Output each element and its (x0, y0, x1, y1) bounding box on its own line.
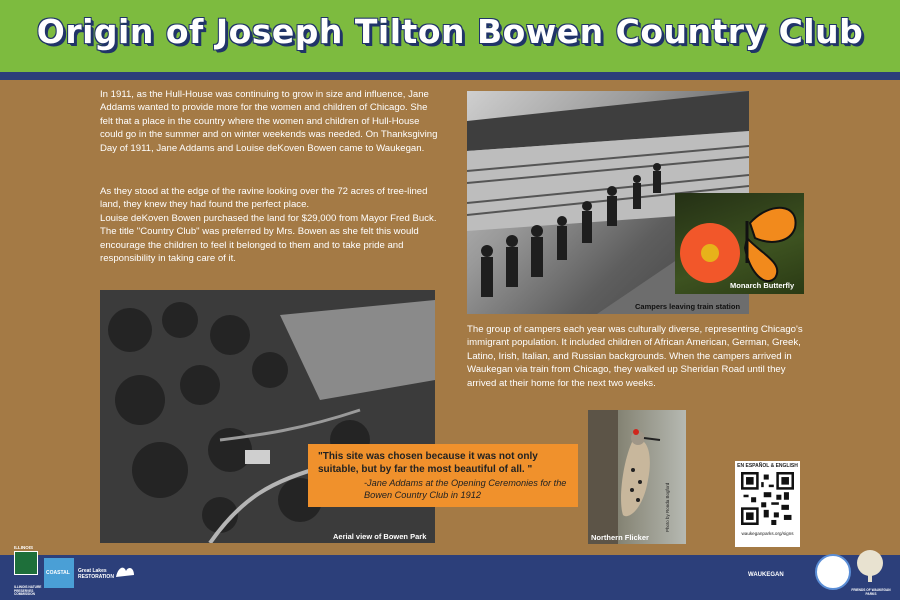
coastal-logo (44, 558, 74, 588)
friends-label: FRIENDS OF WAUKEGAN PARKS (851, 588, 891, 596)
intro-paragraph: In 1911, as the Hull-House was continuing to grow in size and influence, Jane Addams wanted to provide more for the women and children of Chicago. She felt that a place in the country where the women and children of Hull-House could go in the summer and on winter weekends was needed. On Thanksgiving Day of 1911, Jane Addams and Louise deKoven Bowen came to Waukegan. (100, 89, 438, 154)
great-lakes-label: Great Lakes RESTORATION (78, 568, 114, 580)
header-divider (0, 72, 900, 80)
park-district-seal-icon (815, 554, 851, 590)
page-title: Origin of Joseph Tilton Bowen Country Club (36, 12, 864, 51)
coastal-label: COASTAL (46, 570, 70, 576)
flicker-caption: Northern Flicker (591, 533, 649, 542)
campers-paragraph: The group of campers each year was culturally diverse, representing Chicago's immigrant population. It included children of African American, German, Greek, Latino, Irish, Italian, and Russian backgrounds. When the campers arrived in Waukegan via train from Chicago, they walked up Sheridan Road until they arrived at their home for the next two weeks. (467, 324, 803, 389)
land-purchase-paragraph (100, 185, 438, 265)
quote-attribution: -Jane Addams at the Opening Ceremonies for the Bowen Country Club in 1912 (364, 478, 567, 500)
qr-code-icon[interactable] (741, 472, 794, 525)
ravine-sentence: As they stood at the edge of the ravine looking over the 72 acres of tree-lined land, they knew they had found the perfect place. (100, 186, 428, 211)
friends-tree-icon (852, 548, 888, 588)
monarch-butterfly-illustration (675, 193, 804, 294)
nature-preserves-label: ILLINOIS NATURE PRESERVES COMMISSION (14, 585, 42, 597)
michigan-icon (114, 563, 136, 579)
quote-box (308, 444, 578, 507)
purchase-sentence: Louise deKoven Bowen purchased the land for $29,000 from Mayor Fred Buck. The title "Country Club" was preferred by Mrs. Bowen as she felt this would encourage the children to feel it belonged to them and to take pride and responsibility in taking care of it. (100, 212, 437, 265)
northern-flicker-illustration (588, 410, 686, 544)
illinois-label: ILLINOIS (14, 545, 33, 550)
train-photo-caption: Campers leaving train station (635, 302, 741, 311)
waukegan-label: WAUKEGAN (748, 572, 784, 578)
aerial-caption: Aerial view of Bowen Park (333, 532, 427, 541)
qr-language-label: EN ESPAÑOL & ENGLISH (737, 463, 798, 469)
illinois-logo (14, 545, 40, 585)
qr-url: waukeganparks.org/signs (741, 531, 794, 536)
monarch-caption: Monarch Butterfly (730, 281, 795, 290)
photo-credit: Photo by Ronda Bogford (665, 482, 670, 532)
northern-flicker-photo (588, 410, 686, 544)
quote-text: "This site was chosen because it was not only suitable, but by far the most beautiful of all. " (318, 451, 538, 475)
monarch-butterfly-photo (675, 193, 804, 294)
qr-panel[interactable] (735, 461, 800, 547)
